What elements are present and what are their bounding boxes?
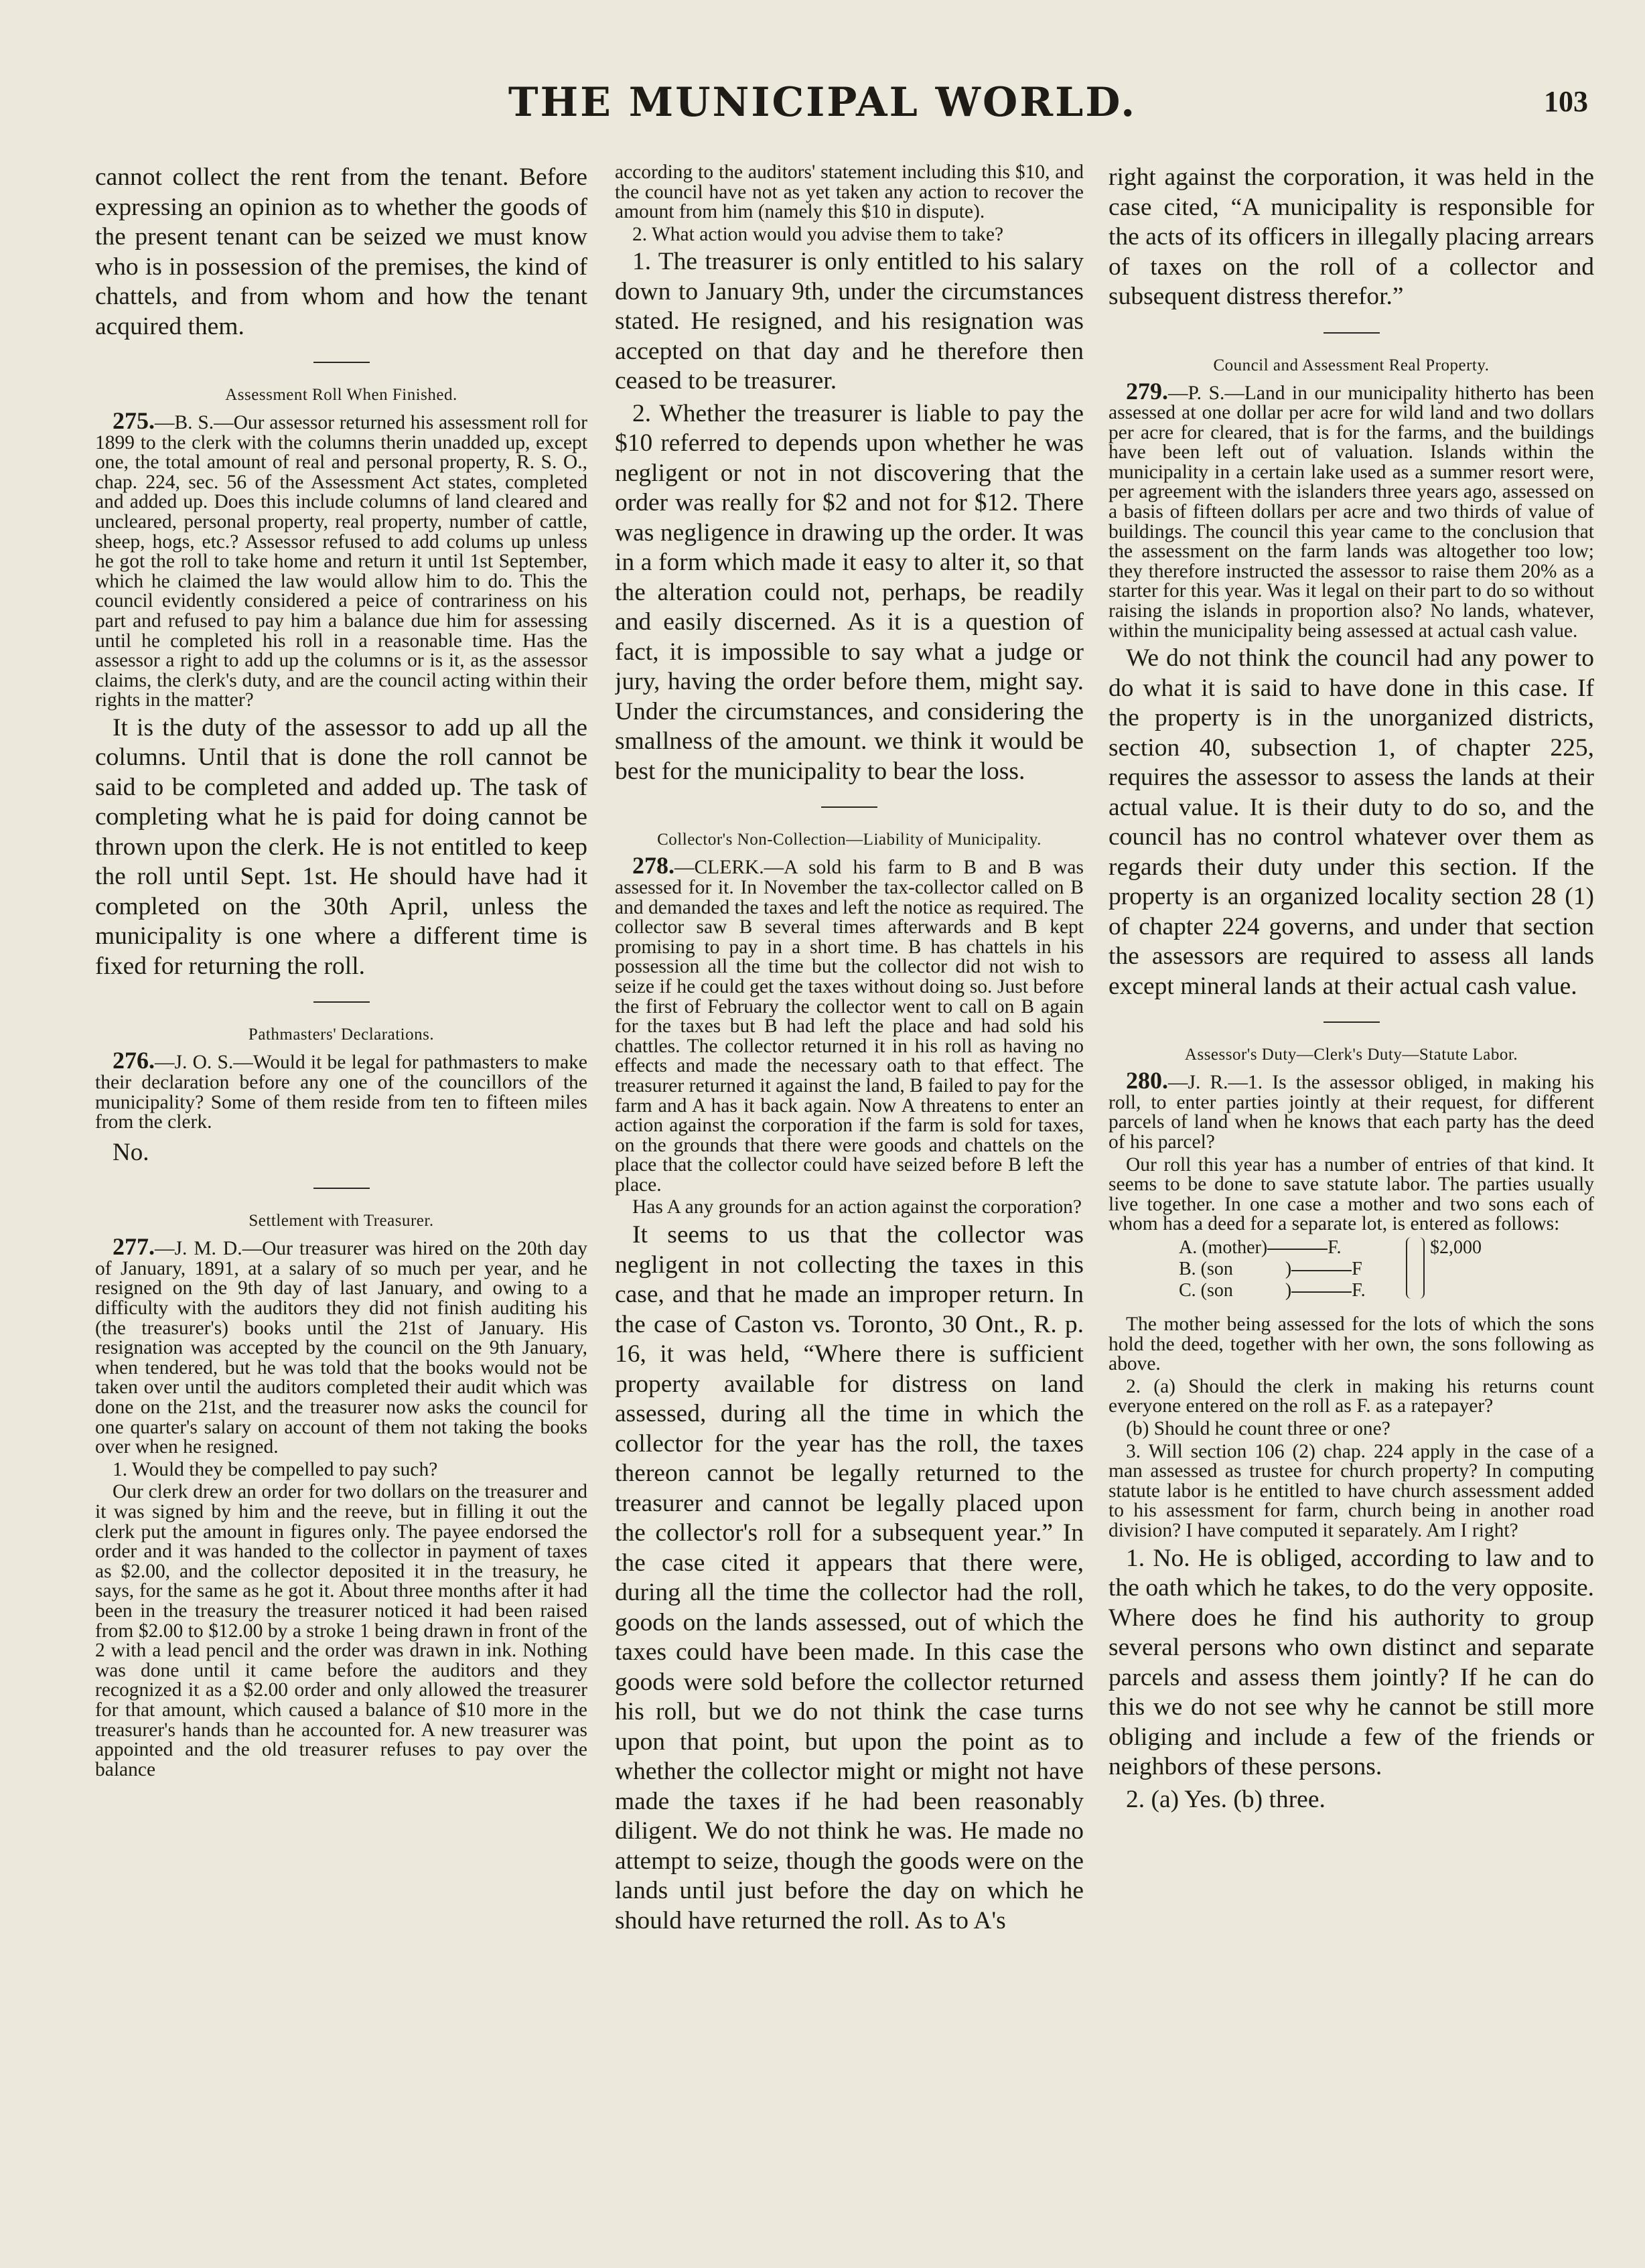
question-text-280: —J. R.—1. Is the assessor obliged, in making his roll, to enter parties jointly at their request, for different parcels of land when he knows that each party has the deed of his parcel?: [1108, 1072, 1594, 1153]
question-text-279: —P. S.—Land in our municipality hitherto has been assessed at one dollar per acre for wild land and two dollars per acre for cleared, that is for the farms, and the buildings have been left out of valuation. Islands within the municipality in a certain lake used as a summer resort were, per agreement with the islanders three years ago, assessed on a basis of fifteen dollars per acre and two thirds of value of buildings. The council this year came to the conclusion that the assessment on the farm lands was altogether too low; they therefore instructed the assessor to raise them 20% as a starter for this year. Was it legal on their part to do so without raising the islands in proportion also? No lands, whatever, within the municipality being assessed at actual cash value.: [1108, 382, 1594, 642]
section-divider: [1324, 1021, 1380, 1023]
question-280-part-3: The mother being assessed for the lots of which the sons hold the deed, together with her own, the sons following as above.: [1108, 1313, 1594, 1375]
answer-277-part-1: 1. The treasurer is only entitled to his salary down to January 9th, under the circumstances stated. He resigned, and his resignation was accepted on that day and he therefore then ceased to be treasurer.: [615, 248, 1084, 395]
answer-280-part-2: 2. (a) Yes. (b) three.: [1126, 1785, 1326, 1813]
question-277-continued: according to the auditors' statement including this $10, and the council have not as yet taken any action to recover the amount from him (namely this $10 in dispute).: [615, 163, 1084, 223]
answer-279: We do not think the council had any power to do what it is said to have done in this case. If the property is in the unorganized districts, section 40, subsection 1, of chapter 225, requires the assessor to assess the lands at their actual value. It is their duty to do so, and the council has no control whatever over them as regards their duty under this section. If the property is an organized locality section 28 (1) of chapter 224 governs, and under that section the assessors are required to assess all lands except mineral lands at their actual cash value.: [1108, 644, 1594, 1000]
question-heading-275: Assessment Roll When Finished.: [225, 386, 457, 404]
answer-280-part-1: 1. No. He is obliged, according to law and to the oath which he takes, to do the very opposite. Where does he find his authority to group several persons who own distinct and separate parcels and assess them jointly? If he can do this we do not see why he cannot be still more obliging and include a few of the friends or neighbors of these persons.: [1108, 1544, 1594, 1780]
continued-answer: cannot collect the rent from the tenant. Before expressing an opinion as to whether the goods of the present tenant can be seized we must know who is in possession of the premises, the kind of chattels, and from whom and how the tenant acquired them.: [95, 163, 587, 340]
party-a-label: A. (mother): [1179, 1236, 1268, 1258]
party-c-status: F.: [1352, 1279, 1366, 1301]
party-a-status: F.: [1328, 1236, 1342, 1258]
fill-line: [1291, 1291, 1352, 1293]
answer-278: It seems to us that the collector was negligent in not collecting the taxes in this case, and that he made an improper return. In the case of Caston vs. Toronto, 30 Ont., R. p. 16, it was held, “Where there is sufficient property available for distress on land assessed, during all the time in which the collector for the year has the roll, the taxes thereon cannot be legally returned to the treasurer and cannot be legally placed upon the collector's roll for a subsequent year.” In the case cited it appears that there were, during all the time the collector had the roll, goods on the lands assessed, out of which the taxes could have been made. In this case the goods were sold before the collector returned his roll, but we do not think the case turns upon that point, but upon the point as to whether the collector might or might not have made the taxes if he had been reasonably diligent. We do not think he was. He made no attempt to seize, though the goods were on the lands until just before the day on which he should have returned the roll. As to A's: [615, 1221, 1084, 1934]
question-277-part-3: 2. What action would you advise them to take?: [632, 223, 1004, 245]
section-divider: [313, 1188, 370, 1189]
column-middle: [615, 163, 1084, 2239]
section-divider: [313, 362, 370, 363]
answer-276: No.: [113, 1138, 149, 1166]
section-divider: [1324, 332, 1380, 334]
question-280-part-6: 3. Will section 106 (2) chap. 224 apply in the case of a man assessed as trustee for church property? In computing statute labor is he entitled to have church assessment added to his assessment for farm, church being in another road division? I have computed it separately. Am I right?: [1108, 1440, 1594, 1541]
answer-278-continued: right against the corporation, it was held in the case cited, “A municipality is responsible for the acts of its officers in illegally placing arrears of taxes on the roll of a collector and subsequent distress therefor.”: [1108, 163, 1594, 310]
question-280-part-2: Our roll this year has a number of entries of that kind. It seems to be done to save statute labor. The parties usually live together. In one case a mother and two sons each of whom has a deed for a separate lot, is entered as follows:: [1108, 1153, 1594, 1235]
question-number-276: 276.: [113, 1047, 155, 1074]
question-279: [1108, 377, 1594, 642]
question-277: [95, 1233, 587, 1458]
joint-amount: $2,000: [1430, 1236, 1482, 1258]
question-number-279: 279.: [1126, 377, 1168, 405]
question-277-part-2: Our clerk drew an order for two dollars on the treasurer and it was signed by him and the reeve, but in filling it out the clerk put the amount in figures only. The payee endorsed the order and it was handed to the collector in payment of taxes as $2.00, and the collector deposited it in the treasury, he says, for the same as he got it. About three months after it had been in the treasury the treasurer noticed it had been raised from $2.00 to $12.00 by a stroke 1 being drawn in front of the 2 with a lead pencil and the order was drawn in ink. Nothing was done until it came before the auditors and they recognized it as a $2.00 order and only allowed the treasurer for that amount, which caused a balance of $10 more in the treasurer's hands than he accounted for. A new treasurer was appointed and the old treasurer refuses to pay over the balance: [95, 1481, 587, 1780]
section-divider: [821, 806, 877, 808]
answer-275: It is the duty of the assessor to add up all the columns. Until that is done the roll cannot be said to be completed and added up. The task of completing what he is paid for doing cannot be thrown upon the clerk. He is not entitled to keep the roll until Sept. 1st. He should have had it completed on the 30th April, unless the municipality is one where a different time is fixed for returning the roll.: [95, 713, 587, 980]
masthead: [0, 79, 1645, 139]
question-heading-277: Settlement with Treasurer.: [248, 1212, 434, 1230]
party-c-label: C. (son: [1179, 1279, 1233, 1301]
question-text-278: —CLERK.—A sold his farm to B and B was assessed for it. In November the tax-collector called on B and demanded the taxes and left the notice as required. The collector saw B several times afterwards and B kept promising to pay in a short time. B has chattels in his possession all the time but the collector did not wish to seize if he could get the taxes without doing so. Just before the first of February the collector went to call on B again for the taxes but B had left the place and had sold his chattles. The collector returned it in his roll as having no effects and made the necessary oath to that effect. The treasurer returned it against the land, B failed to pay for the farm and A has it back again. Now A threatens to enter an action against the corporation if the farm is sold for taxes, on the grounds that there were goods and chattels on the place that the collector could have seized before B left the place.: [615, 857, 1084, 1196]
party-row-a: [1179, 1237, 1342, 1259]
question-277-part-1: 1. Would they be compelled to pay such?: [113, 1458, 438, 1480]
fill-line: [1267, 1249, 1328, 1250]
column-left: [95, 163, 587, 2239]
question-number-280: 280.: [1126, 1067, 1168, 1094]
question-276: [95, 1047, 587, 1133]
question-280-part-5: (b) Should he count three or one?: [1126, 1417, 1390, 1439]
brace-right: [1414, 1237, 1425, 1299]
publication-title: THE MUNICIPAL WORLD.: [508, 79, 1137, 126]
fill-line: [1291, 1270, 1352, 1271]
section-divider: [313, 1001, 370, 1003]
question-text-276: —J. O. S.—Would it be legal for pathmasters to make their declaration before any one of the councillors of the municipality? Some of them reside from ten to fifteen miles from the clerk.: [95, 1052, 587, 1133]
question-heading-279: Council and Assessment Real Property.: [1213, 356, 1490, 374]
question-text-277: —J. M. D.—Our treasurer was hired on the 20th day of January, 1891, at a salary of so much per year, and he resigned on the 9th day of last January, and owing to a difficulty with the auditors they did not finish auditing his (the treasurer's) books until the 21st of January. His resignation was accepted by the council on the 9th January, when tendered, but he was told that the books would not be taken over until the auditors completed their audit which was done on the 21st, and the treasurer now asks the council for one quarter's salary on account of them not taking the books over when he resigned.: [95, 1238, 587, 1458]
question-280: [1108, 1067, 1594, 1153]
question-278: [615, 852, 1084, 1196]
party-row-c: C. (son ) F.: [1179, 1279, 1366, 1301]
party-b-status: F: [1352, 1258, 1362, 1279]
column-right: [1108, 163, 1594, 2239]
question-number-275: 275.: [113, 407, 155, 434]
question-275: [95, 407, 587, 711]
question-280-part-4: 2. (a) Should the clerk in making his returns count everyone entered on the roll as F. as a ratepayer?: [1108, 1375, 1594, 1417]
party-entries-table: [1108, 1237, 1594, 1312]
page-number: 103: [1544, 85, 1588, 118]
question-heading-280: Assessor's Duty—Clerk's Duty—Statute Labor.: [1184, 1046, 1518, 1064]
answer-277-part-2: 2. Whether the treasurer is liable to pay the $10 referred to depends upon whether he was negligent or not in not discovering that the order was really for $2 and not for $12. There was negligence in drawing up the order. It was in a form which made it easy to alter it, so that the alteration could not, perhaps, be readily and easily discerned. As it is a question of fact, it is impossible to say what a judge or jury, having the order before them, might say. Under the circumstances, and considering the smallness of the amount. we think it would be best for the municipality to bear the loss.: [615, 399, 1084, 785]
party-b-label: B. (son: [1179, 1258, 1233, 1279]
question-number-277: 277.: [113, 1233, 155, 1261]
question-heading-278: Collector's Non-Collection—Liability of Municipality.: [657, 831, 1042, 849]
party-row-b: B. (son ) F: [1179, 1258, 1362, 1279]
question-number-278: 278.: [632, 852, 674, 879]
question-278-part-2: Has A any grounds for an action against the corporation?: [632, 1196, 1082, 1218]
question-heading-276: Pathmasters' Declarations.: [248, 1025, 435, 1044]
question-text-275: —B. S.—Our assessor returned his assessment roll for 1899 to the clerk with the columns therin unadded up, except one, the total amount of real and personal property, R. S. O., chap. 224, sec. 56 of the Assessment Act states, completed and added up. Does this include columns of land cleared and uncleared, personal property, real property, number of cattle, sheep, hogs, etc.? Assessor refused to add colums up unless he got the roll to take home and return it until 1st September, which he claimed the law would allow him to do. This the council evidently considered a peice of contrariness on his part and refused to pay him a balance due him for assessing until he completed his roll in a reasonable time. Has the assessor a right to add up the columns or is it, as the assessor claims, the clerk's duty, and are the council acting within their rights in the matter?: [95, 412, 587, 711]
